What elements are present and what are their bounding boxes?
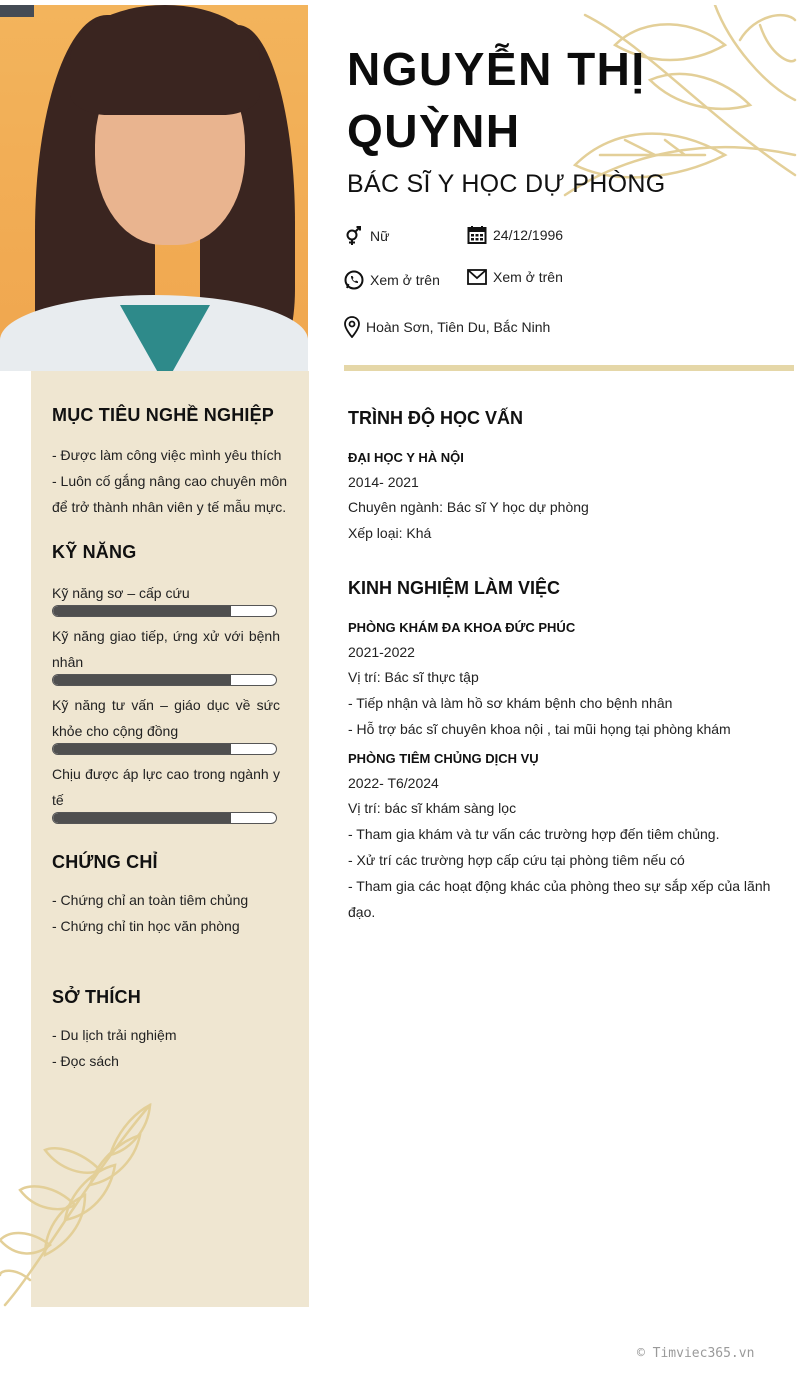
skill-bar: [52, 605, 277, 617]
objective-title: MỤC TIÊU NGHỀ NGHIỆP: [52, 405, 275, 425]
watermark: © Timviec365.vn: [637, 1346, 755, 1361]
header-divider: [344, 365, 794, 371]
certificate-item: - Chứng chỉ tin học văn phòng: [52, 918, 240, 934]
gender-value: Nữ: [370, 228, 390, 244]
profile-photo: [0, 5, 308, 371]
job-period: 2021-2022: [348, 644, 415, 660]
job-duty: - Tham gia khám và tư vấn các trường hợp đến tiêm chủng.: [348, 826, 720, 842]
dob-info: [467, 225, 563, 245]
skill-label: Chịu được áp lực cao trong ngành y tế: [52, 766, 280, 808]
email-value: Xem ở trên: [493, 269, 563, 285]
skill-label: Kỹ năng tư vấn – giáo dục về sức khỏe cho cộng đồng: [52, 697, 280, 739]
job-duty: - Tiếp nhận và làm hồ sơ khám bệnh cho bệnh nhân: [348, 695, 673, 711]
leaf-decoration-bottom: [0, 1095, 160, 1310]
phone-value: Xem ở trên: [370, 272, 440, 288]
job-position: Vị trí: bác sĩ khám sàng lọc: [348, 800, 517, 816]
skill-bar: [52, 812, 277, 824]
certificate-item: - Chứng chỉ an toàn tiêm chủng: [52, 892, 249, 908]
hobbies-title: SỞ THÍCH: [52, 987, 141, 1007]
hobby-item: - Du lịch trải nghiệm: [52, 1027, 177, 1043]
phone-info: [344, 270, 440, 290]
calendar-icon: [467, 225, 487, 245]
candidate-name: NGUYỄN THỊ QUỲNH: [347, 43, 646, 157]
location-icon: [344, 316, 360, 338]
company-name: PHÒNG KHÁM ĐA KHOA ĐỨC PHÚC: [348, 620, 576, 635]
phone-icon: [344, 270, 364, 290]
job-period: 2022- T6/2024: [348, 775, 439, 791]
education-grade: Xếp loại: Khá: [348, 525, 432, 541]
education-period: 2014- 2021: [348, 474, 419, 490]
gender-icon: [344, 226, 364, 246]
job-duty: - Tham gia các hoạt động khác của phòng theo sự sắp xếp của lãnh đạo.: [348, 878, 771, 920]
certificates-title: CHỨNG CHỈ: [52, 852, 158, 872]
skills-title: KỸ NĂNG: [52, 542, 137, 562]
address-value: Hoàn Sơn, Tiên Du, Bắc Ninh: [366, 319, 551, 335]
skill-label: Kỹ năng sơ – cấp cứu: [52, 585, 190, 601]
experience-title: KINH NGHIỆM LÀM VIỆC: [348, 578, 561, 598]
job-duty: - Xử trí các trường hợp cấp cứu tại phòng tiêm nếu có: [348, 852, 685, 868]
school-name: ĐẠI HỌC Y HÀ NỘI: [348, 450, 464, 465]
job-position: Vị trí: Bác sĩ thực tập: [348, 669, 479, 685]
email-info: [467, 268, 563, 286]
gender-info: [344, 226, 389, 246]
objective-line: - Luôn cố gắng nâng cao chuyên môn để trở thành nhân viên y tế mẫu mực.: [52, 473, 288, 515]
company-name: PHÒNG TIÊM CHỦNG DỊCH VỤ: [348, 751, 539, 766]
objective-line: - Được làm công việc mình yêu thích: [52, 447, 282, 463]
dob-value: 24/12/1996: [493, 227, 564, 243]
skill-bar: [52, 743, 277, 755]
address-info: [344, 316, 550, 338]
mail-icon: [467, 268, 487, 286]
education-title: TRÌNH ĐỘ HỌC VẤN: [348, 408, 523, 428]
skill-bar: [52, 674, 277, 686]
education-major: Chuyên ngành: Bác sĩ Y học dự phòng: [348, 499, 589, 515]
hobby-item: - Đọc sách: [52, 1053, 119, 1069]
skill-label: Kỹ năng giao tiếp, ứng xử với bệnh nhân: [52, 628, 280, 670]
job-title: BÁC SĨ Y HỌC DỰ PHÒNG: [347, 170, 666, 198]
job-duty: - Hỗ trợ bác sĩ chuyên khoa nội , tai mũi họng tại phòng khám: [348, 721, 731, 737]
